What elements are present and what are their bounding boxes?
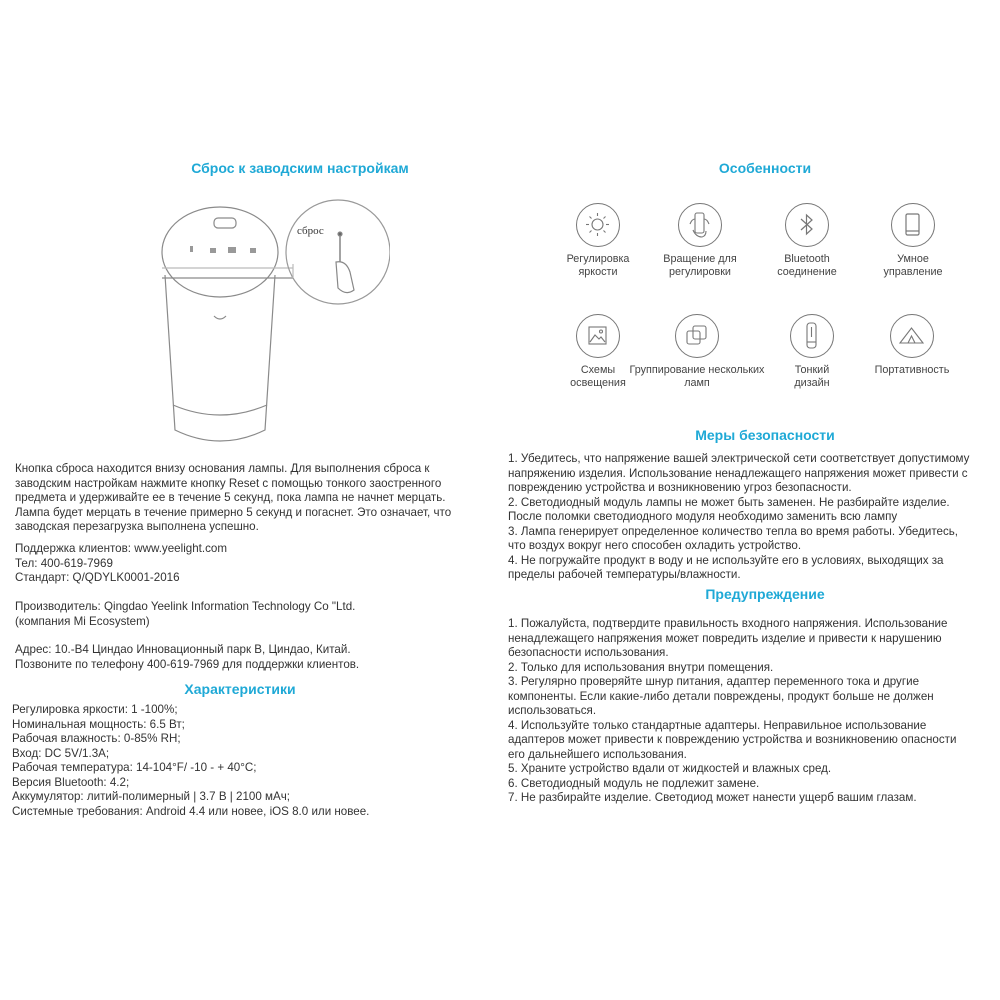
- safety-line: что воздух вокруг него способен охладить устройство.: [508, 539, 802, 552]
- image-icon: [576, 314, 620, 358]
- address-info: [15, 643, 359, 672]
- feature-label: дизайн: [794, 377, 830, 389]
- reset-heading: Сброс к заводским настройкам: [191, 160, 409, 176]
- specs-list: [12, 703, 369, 819]
- spec-item: Номинальная мощность: 6.5 Вт;: [12, 717, 185, 731]
- feature-label: соединение: [777, 266, 837, 278]
- feature-portability: [837, 314, 987, 377]
- safety-line: пределы рабочей температуры/влажности.: [508, 568, 741, 581]
- feature-label: Портативность: [874, 364, 950, 376]
- spec-item: Вход: DC 5V/1.3A;: [12, 746, 110, 760]
- warning-line: 1. Пожалуйста, подтвердите правильность входного напряжения. Использование: [508, 617, 948, 630]
- feature-label: управление: [883, 266, 943, 278]
- address-line: Позвоните по телефону 400-619-7969 для поддержки клиентов.: [15, 657, 360, 671]
- sun-icon: [576, 203, 620, 247]
- feature-label: регулировки: [669, 266, 731, 278]
- smartphone-icon: [891, 203, 935, 247]
- safety-line: повреждению устройства и возникновению угроз безопасности.: [508, 481, 852, 494]
- lamp-reset-illustration: [150, 190, 390, 460]
- support-contacts: [15, 542, 227, 586]
- safety-line: 2. Светодиодный модуль лампы не может быть заменен. Не разбирайте изделие.: [508, 495, 950, 509]
- spec-item: Аккумулятор: литий-полимерный | 3.7 В | 2100 мАч;: [12, 790, 290, 803]
- warning-line: 3. Регулярно проверяйте шнур питания, адаптер переменного тока и другие: [508, 675, 920, 688]
- warning-line: использоваться.: [508, 704, 597, 717]
- warning-line: 7. Не разбирайте изделие. Светодиод может нанести ущерб вашим глазам.: [508, 791, 917, 804]
- spec-item: Рабочая температура: 14-104°F/ -10 - + 40°C;: [12, 761, 257, 774]
- address-line: Адрес: 10.-B4 Циндао Инновационный парк B, Циндао, Китай.: [15, 643, 351, 656]
- warning-line: безопасности использования.: [508, 646, 669, 659]
- reset-line: Кнопка сброса находится внизу основания лампы. Для выполнения сброса к: [15, 462, 430, 475]
- manufacturer-line: (компания Mi Ecosystem): [15, 614, 150, 628]
- spec-item: Рабочая влажность: 0-85% RH;: [12, 732, 181, 745]
- safety-heading: Меры безопасности: [695, 427, 835, 443]
- tent-icon: [890, 314, 934, 358]
- feature-label: Схемы: [580, 364, 616, 376]
- support-phone: Тел: 400-619-7969: [15, 556, 113, 570]
- safety-line: 4. Не погружайте продукт в воду и не используйте его в условиях, выходящих за: [508, 553, 944, 567]
- feature-label: ламп: [684, 377, 710, 389]
- warning-list: [508, 617, 956, 806]
- safety-list: [508, 452, 969, 583]
- feature-label: Вращение для: [663, 253, 737, 265]
- reset-line: предмета и удерживайте ее в течение 5 секунд, пока лампа не начнет мерцать.: [15, 491, 446, 504]
- spec-item: Регулировка яркости: 1 -100%;: [12, 703, 178, 716]
- safety-line: 3. Лампа генерирует определенное количество тепла во время работы. Убедитесь,: [508, 524, 959, 538]
- feature-smart-control: [838, 203, 988, 279]
- bluetooth-icon: [785, 203, 829, 247]
- standard-code: Стандарт: Q/QDYLK0001-2016: [15, 571, 180, 584]
- warning-line: его дальнейшего использования.: [508, 747, 687, 761]
- warning-line: 4. Используйте только стандартные адаптеры. Неправильное использование: [508, 718, 927, 732]
- warning-line: 6. Светодиодный модуль не подлежит замене.: [508, 776, 760, 790]
- reset-line: Лампа будет мерцать в течение примерно 5 секунд и погаснет. Это означает, что: [15, 505, 452, 519]
- warning-line: 2. Только для использования внутри помещения.: [508, 660, 774, 674]
- spec-item: Системные требования: Android 4.4 или новее, iOS 8.0 или новее.: [12, 804, 370, 818]
- group-lamps-icon: [675, 314, 719, 358]
- specs-heading: Характеристики: [184, 681, 296, 697]
- reset-callout-label: сброс: [297, 225, 324, 237]
- spec-item: Версия Bluetooth: 4.2;: [12, 775, 130, 789]
- thin-lamp-icon: [790, 314, 834, 358]
- feature-label: Bluetooth: [784, 253, 830, 265]
- feature-label: освещения: [570, 377, 626, 389]
- warning-line: адаптеров может привести к повреждению устройства и возникновению опасности: [508, 733, 957, 746]
- feature-label: Регулировка: [566, 253, 630, 265]
- feature-label: Группирование нескольких: [629, 364, 765, 376]
- features-heading: Особенности: [718, 160, 812, 176]
- reset-line: заводская перезагрузка выполнена успешно.: [15, 520, 259, 533]
- warning-line: 5. Храните устройство вдали от жидкостей и влажных сред.: [508, 762, 832, 775]
- feature-label: Тонкий: [794, 364, 830, 376]
- warning-line: компоненты. Если какие-либо детали повреждены, продукт больше не должен: [508, 689, 934, 703]
- reset-instructions: [15, 462, 451, 535]
- feature-label: яркости: [578, 266, 618, 278]
- reset-line: заводским настройкам нажмите кнопку Reset с помощью тонкого заостренного: [15, 476, 442, 490]
- warning-heading: Предупреждение: [705, 586, 825, 602]
- safety-line: напряжению изделия. Использование ненадлежащего напряжения может привести с: [508, 466, 968, 480]
- warning-line: ненадлежащего напряжения может повредить изделие и привести к нарушению: [508, 631, 942, 645]
- safety-line: После поломки светодиодного модуля необходимо заменить всю лампу: [508, 510, 898, 523]
- rotate-hand-icon: [678, 203, 722, 247]
- safety-line: 1. Убедитесь, что напряжение вашей электрической сети соответствует допустимому: [508, 452, 970, 465]
- manufacturer-line: Производитель: Qingdao Yeelink Information Technology Co "Ltd.: [15, 600, 356, 613]
- manufacturer-info: [15, 600, 355, 629]
- feature-label: Умное: [897, 253, 929, 265]
- support-website: Поддержка клиентов: www.yeelight.com: [15, 542, 228, 555]
